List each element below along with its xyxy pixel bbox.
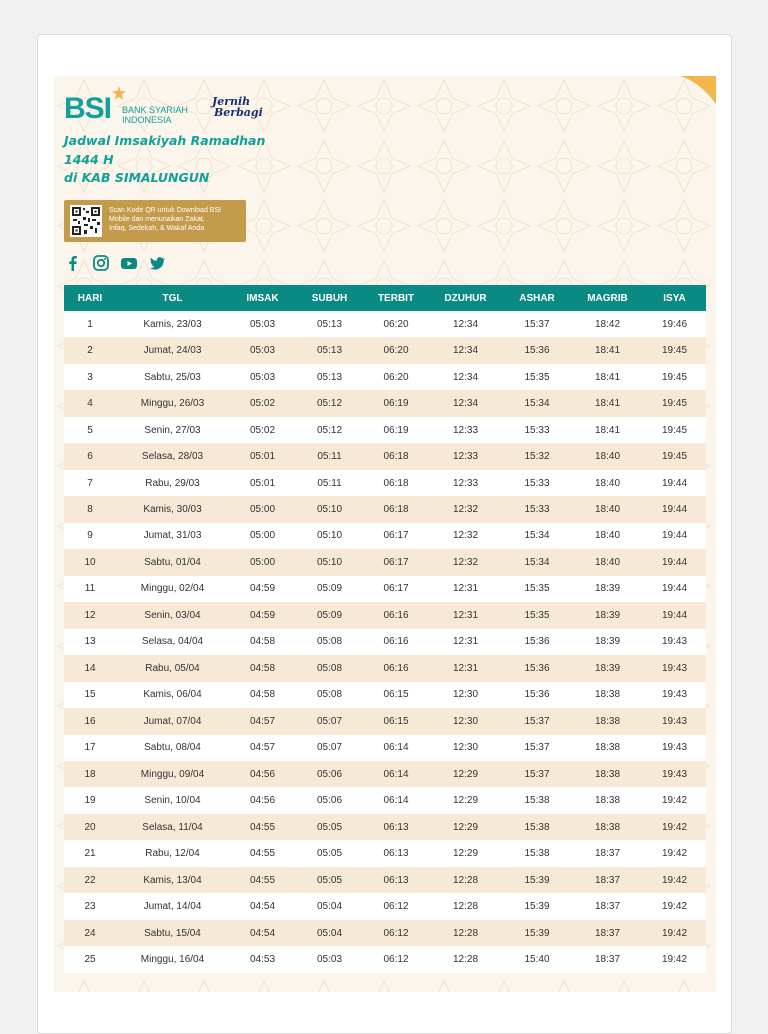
cell-magrib: 18:42: [572, 311, 643, 337]
cell-ashar: 15:38: [502, 840, 572, 866]
cell-hari: 4: [64, 390, 116, 416]
cell-subuh: 05:07: [296, 708, 363, 734]
cell-ashar: 15:36: [502, 655, 572, 681]
cell-dzuhur: 12:32: [429, 523, 502, 549]
cell-isya: 19:43: [643, 735, 706, 761]
jernih-berbagi-logo: [212, 96, 282, 118]
cell-tgl: Sabtu, 01/04: [116, 549, 229, 575]
cell-hari: 11: [64, 576, 116, 602]
qr-text-line3: Infaq, Sedekah, & Wakaf Anda: [109, 225, 205, 232]
cell-isya: 19:45: [643, 417, 706, 443]
table-row: [64, 682, 706, 708]
cell-magrib: 18:40: [572, 470, 643, 496]
cell-magrib: 18:37: [572, 946, 643, 972]
cell-magrib: 18:37: [572, 920, 643, 946]
table-row: [64, 867, 706, 893]
cell-magrib: 18:39: [572, 629, 643, 655]
cell-terbit: 06:17: [363, 523, 429, 549]
table-row: [64, 814, 706, 840]
cell-subuh: 05:09: [296, 602, 363, 628]
cell-hari: 12: [64, 602, 116, 628]
cell-imsak: 05:03: [229, 364, 296, 390]
qr-promo-text: [109, 206, 244, 233]
cell-dzuhur: 12:30: [429, 682, 502, 708]
cell-imsak: 05:03: [229, 337, 296, 363]
cell-magrib: 18:41: [572, 337, 643, 363]
cell-ashar: 15:37: [502, 311, 572, 337]
cell-dzuhur: 12:31: [429, 602, 502, 628]
cell-subuh: 05:05: [296, 840, 363, 866]
table-row: [64, 549, 706, 575]
cell-ashar: 15:35: [502, 576, 572, 602]
cell-terbit: 06:18: [363, 496, 429, 522]
cell-hari: 8: [64, 496, 116, 522]
cell-tgl: Minggu, 02/04: [116, 576, 229, 602]
cell-terbit: 06:12: [363, 946, 429, 972]
cell-subuh: 05:06: [296, 761, 363, 787]
cell-ashar: 15:33: [502, 470, 572, 496]
cell-ashar: 15:38: [502, 787, 572, 813]
cell-hari: 5: [64, 417, 116, 443]
schedule-table: [64, 285, 706, 973]
table-row: [64, 787, 706, 813]
header-imsak: IMSAK: [229, 285, 296, 311]
cell-hari: 19: [64, 787, 116, 813]
cell-isya: 19:44: [643, 576, 706, 602]
cell-subuh: 05:06: [296, 787, 363, 813]
table-row: [64, 946, 706, 972]
cell-subuh: 05:10: [296, 496, 363, 522]
table-row: [64, 761, 706, 787]
cell-isya: 19:43: [643, 761, 706, 787]
table-row: [64, 840, 706, 866]
cell-imsak: 05:01: [229, 443, 296, 469]
cell-subuh: 05:13: [296, 311, 363, 337]
cell-dzuhur: 12:33: [429, 443, 502, 469]
tagline-line1: Jernih: [212, 95, 251, 108]
cell-ashar: 15:33: [502, 496, 572, 522]
cell-terbit: 06:17: [363, 576, 429, 602]
table-row: [64, 443, 706, 469]
cell-tgl: Selasa, 04/04: [116, 629, 229, 655]
cell-dzuhur: 12:34: [429, 337, 502, 363]
cell-isya: 19:43: [643, 655, 706, 681]
header-isya: ISYA: [643, 285, 706, 311]
cell-ashar: 15:37: [502, 761, 572, 787]
cell-ashar: 15:37: [502, 735, 572, 761]
cell-magrib: 18:37: [572, 840, 643, 866]
cell-dzuhur: 12:28: [429, 893, 502, 919]
cell-terbit: 06:13: [363, 814, 429, 840]
cell-terbit: 06:18: [363, 470, 429, 496]
cell-ashar: 15:34: [502, 523, 572, 549]
cell-ashar: 15:35: [502, 364, 572, 390]
cell-isya: 19:44: [643, 549, 706, 575]
cell-terbit: 06:19: [363, 390, 429, 416]
cell-imsak: 04:55: [229, 867, 296, 893]
header-hari: HARI: [64, 285, 116, 311]
cell-subuh: 05:04: [296, 920, 363, 946]
cell-tgl: Jumat, 31/03: [116, 523, 229, 549]
cell-magrib: 18:40: [572, 443, 643, 469]
cell-subuh: 05:05: [296, 867, 363, 893]
title-line2: 1444 H: [64, 151, 114, 167]
cell-subuh: 05:08: [296, 682, 363, 708]
cell-subuh: 05:11: [296, 443, 363, 469]
cell-ashar: 15:37: [502, 708, 572, 734]
cell-hari: 22: [64, 867, 116, 893]
cell-imsak: 04:58: [229, 629, 296, 655]
cell-dzuhur: 12:32: [429, 549, 502, 575]
cell-tgl: Minggu, 09/04: [116, 761, 229, 787]
cell-ashar: 15:36: [502, 682, 572, 708]
cell-magrib: 18:38: [572, 787, 643, 813]
table-row: [64, 337, 706, 363]
cell-magrib: 18:40: [572, 496, 643, 522]
cell-isya: 19:45: [643, 337, 706, 363]
table-body: [64, 311, 706, 973]
table-row: [64, 311, 706, 337]
cell-dzuhur: 12:32: [429, 496, 502, 522]
cell-magrib: 18:40: [572, 549, 643, 575]
cell-isya: 19:45: [643, 390, 706, 416]
qr-promo-banner: [64, 200, 246, 242]
cell-subuh: 05:04: [296, 893, 363, 919]
cell-subuh: 05:09: [296, 576, 363, 602]
cell-ashar: 15:39: [502, 893, 572, 919]
cell-isya: 19:42: [643, 893, 706, 919]
cell-imsak: 05:00: [229, 523, 296, 549]
bank-name-line1: BANK SYARIAH: [122, 105, 188, 115]
cell-imsak: 04:55: [229, 814, 296, 840]
cell-tgl: Rabu, 12/04: [116, 840, 229, 866]
cell-tgl: Senin, 27/03: [116, 417, 229, 443]
cell-imsak: 05:03: [229, 311, 296, 337]
youtube-icon[interactable]: [120, 254, 138, 272]
table-row: [64, 629, 706, 655]
cell-magrib: 18:37: [572, 893, 643, 919]
cell-hari: 10: [64, 549, 116, 575]
cell-tgl: Kamis, 06/04: [116, 682, 229, 708]
cell-terbit: 06:15: [363, 682, 429, 708]
cell-dzuhur: 12:30: [429, 735, 502, 761]
cell-dzuhur: 12:29: [429, 787, 502, 813]
title-line3: di KAB SIMALUNGUN: [64, 170, 210, 185]
table-row: [64, 735, 706, 761]
cell-hari: 7: [64, 470, 116, 496]
cell-ashar: 15:32: [502, 443, 572, 469]
cell-magrib: 18:40: [572, 523, 643, 549]
cell-dzuhur: 12:28: [429, 920, 502, 946]
header-subuh: SUBUH: [296, 285, 363, 311]
cell-terbit: 06:15: [363, 708, 429, 734]
cell-dzuhur: 12:33: [429, 417, 502, 443]
cell-isya: 19:43: [643, 708, 706, 734]
cell-terbit: 06:12: [363, 920, 429, 946]
bsi-logo: BSI: [64, 92, 112, 125]
cell-isya: 19:45: [643, 443, 706, 469]
cell-hari: 14: [64, 655, 116, 681]
cell-terbit: 06:20: [363, 364, 429, 390]
cell-magrib: 18:39: [572, 602, 643, 628]
star-icon: [112, 86, 126, 100]
cell-hari: 15: [64, 682, 116, 708]
facebook-icon[interactable]: [64, 254, 82, 272]
qr-text-line1: Scan Kode QR untuk Download BSI: [109, 207, 222, 214]
cell-terbit: 06:12: [363, 893, 429, 919]
cell-subuh: 05:03: [296, 946, 363, 972]
cell-tgl: Rabu, 05/04: [116, 655, 229, 681]
cell-ashar: 15:39: [502, 867, 572, 893]
cell-magrib: 18:38: [572, 814, 643, 840]
cell-isya: 19:43: [643, 629, 706, 655]
cell-dzuhur: 12:31: [429, 576, 502, 602]
cell-tgl: Kamis, 30/03: [116, 496, 229, 522]
table-row: [64, 417, 706, 443]
cell-hari: 20: [64, 814, 116, 840]
cell-subuh: 05:08: [296, 629, 363, 655]
cell-ashar: 15:36: [502, 337, 572, 363]
cell-ashar: 15:35: [502, 602, 572, 628]
cell-magrib: 18:39: [572, 655, 643, 681]
cell-imsak: 04:57: [229, 735, 296, 761]
header-ashar: ASHAR: [502, 285, 572, 311]
header-dzuhur: DZUHUR: [429, 285, 502, 311]
cell-subuh: 05:12: [296, 417, 363, 443]
cell-imsak: 04:54: [229, 920, 296, 946]
qr-text-line2: Mobile dan menunaikan Zakat,: [109, 216, 205, 223]
cell-hari: 23: [64, 893, 116, 919]
cell-ashar: 15:38: [502, 814, 572, 840]
cell-dzuhur: 12:29: [429, 840, 502, 866]
cell-tgl: Senin, 10/04: [116, 787, 229, 813]
cell-isya: 19:42: [643, 840, 706, 866]
cell-terbit: 06:18: [363, 443, 429, 469]
cell-magrib: 18:41: [572, 364, 643, 390]
cell-imsak: 04:59: [229, 602, 296, 628]
imsakiyah-poster: [54, 76, 716, 992]
cell-subuh: 05:11: [296, 470, 363, 496]
table-row: [64, 576, 706, 602]
cell-isya: 19:44: [643, 470, 706, 496]
cell-dzuhur: 12:31: [429, 629, 502, 655]
cell-tgl: Sabtu, 15/04: [116, 920, 229, 946]
cell-isya: 19:45: [643, 364, 706, 390]
cell-imsak: 04:54: [229, 893, 296, 919]
cell-dzuhur: 12:31: [429, 655, 502, 681]
cell-magrib: 18:37: [572, 867, 643, 893]
cell-hari: 24: [64, 920, 116, 946]
cell-isya: 19:42: [643, 814, 706, 840]
table-row: [64, 390, 706, 416]
cell-imsak: 05:01: [229, 470, 296, 496]
cell-terbit: 06:19: [363, 417, 429, 443]
cell-dzuhur: 12:30: [429, 708, 502, 734]
header-tgl: TGL: [116, 285, 229, 311]
cell-hari: 9: [64, 523, 116, 549]
cell-hari: 6: [64, 443, 116, 469]
cell-isya: 19:46: [643, 311, 706, 337]
cell-imsak: 04:58: [229, 655, 296, 681]
cell-subuh: 05:08: [296, 655, 363, 681]
table-row: [64, 893, 706, 919]
cell-terbit: 06:14: [363, 787, 429, 813]
cell-isya: 19:42: [643, 920, 706, 946]
table-row: [64, 602, 706, 628]
cell-terbit: 06:20: [363, 311, 429, 337]
cell-terbit: 06:14: [363, 761, 429, 787]
tagline-line2: Berbagi: [214, 106, 263, 119]
cell-magrib: 18:38: [572, 735, 643, 761]
cell-isya: 19:42: [643, 787, 706, 813]
cell-tgl: Jumat, 24/03: [116, 337, 229, 363]
cell-subuh: 05:10: [296, 523, 363, 549]
cell-magrib: 18:38: [572, 761, 643, 787]
cell-dzuhur: 12:29: [429, 814, 502, 840]
cell-imsak: 05:00: [229, 549, 296, 575]
page-title: [64, 132, 304, 188]
cell-hari: 21: [64, 840, 116, 866]
cell-tgl: Kamis, 23/03: [116, 311, 229, 337]
cell-tgl: Selasa, 28/03: [116, 443, 229, 469]
cell-terbit: 06:13: [363, 867, 429, 893]
cell-dzuhur: 12:28: [429, 946, 502, 972]
table-row: [64, 496, 706, 522]
cell-magrib: 18:38: [572, 708, 643, 734]
cell-tgl: Jumat, 14/04: [116, 893, 229, 919]
cell-imsak: 04:56: [229, 787, 296, 813]
cell-ashar: 15:39: [502, 920, 572, 946]
cell-tgl: Jumat, 07/04: [116, 708, 229, 734]
cell-magrib: 18:41: [572, 417, 643, 443]
corner-ornament: [680, 76, 716, 104]
cell-ashar: 15:33: [502, 417, 572, 443]
header-magrib: MAGRIB: [572, 285, 643, 311]
cell-ashar: 15:34: [502, 390, 572, 416]
cell-imsak: 05:02: [229, 417, 296, 443]
cell-isya: 19:44: [643, 602, 706, 628]
cell-dzuhur: 12:34: [429, 364, 502, 390]
cell-isya: 19:44: [643, 523, 706, 549]
cell-isya: 19:42: [643, 867, 706, 893]
instagram-icon[interactable]: [92, 254, 110, 272]
cell-tgl: Senin, 03/04: [116, 602, 229, 628]
cell-tgl: Minggu, 26/03: [116, 390, 229, 416]
cell-tgl: Selasa, 11/04: [116, 814, 229, 840]
cell-tgl: Sabtu, 25/03: [116, 364, 229, 390]
cell-hari: 16: [64, 708, 116, 734]
cell-subuh: 05:10: [296, 549, 363, 575]
table-row: [64, 655, 706, 681]
table-row: [64, 920, 706, 946]
cell-dzuhur: 12:29: [429, 761, 502, 787]
cell-terbit: 06:14: [363, 735, 429, 761]
cell-imsak: 04:56: [229, 761, 296, 787]
cell-tgl: Minggu, 16/04: [116, 946, 229, 972]
cell-imsak: 05:02: [229, 390, 296, 416]
cell-terbit: 06:16: [363, 655, 429, 681]
table-header-row: [64, 285, 706, 311]
cell-dzuhur: 12:33: [429, 470, 502, 496]
cell-tgl: Rabu, 29/03: [116, 470, 229, 496]
cell-terbit: 06:16: [363, 602, 429, 628]
cell-hari: 3: [64, 364, 116, 390]
cell-subuh: 05:05: [296, 814, 363, 840]
cell-isya: 19:44: [643, 496, 706, 522]
cell-tgl: Sabtu, 08/04: [116, 735, 229, 761]
cell-isya: 19:42: [643, 946, 706, 972]
bank-name: [122, 105, 212, 125]
qr-code-icon: [70, 205, 102, 237]
table-row: [64, 470, 706, 496]
bank-name-line2: INDONESIA: [122, 115, 172, 125]
cell-subuh: 05:13: [296, 364, 363, 390]
cell-imsak: 04:55: [229, 840, 296, 866]
cell-imsak: 04:59: [229, 576, 296, 602]
cell-dzuhur: 12:34: [429, 311, 502, 337]
cell-hari: 17: [64, 735, 116, 761]
table-row: [64, 364, 706, 390]
cell-imsak: 04:57: [229, 708, 296, 734]
table-row: [64, 708, 706, 734]
header-terbit: TERBIT: [363, 285, 429, 311]
cell-dzuhur: 12:34: [429, 390, 502, 416]
table-row: [64, 523, 706, 549]
cell-magrib: 18:41: [572, 390, 643, 416]
cell-ashar: 15:40: [502, 946, 572, 972]
cell-hari: 2: [64, 337, 116, 363]
cell-tgl: Kamis, 13/04: [116, 867, 229, 893]
cell-magrib: 18:39: [572, 576, 643, 602]
cell-terbit: 06:20: [363, 337, 429, 363]
cell-hari: 18: [64, 761, 116, 787]
cell-terbit: 06:13: [363, 840, 429, 866]
cell-imsak: 05:00: [229, 496, 296, 522]
cell-magrib: 18:38: [572, 682, 643, 708]
cell-subuh: 05:07: [296, 735, 363, 761]
cell-ashar: 15:36: [502, 629, 572, 655]
cell-ashar: 15:34: [502, 549, 572, 575]
cell-subuh: 05:12: [296, 390, 363, 416]
cell-subuh: 05:13: [296, 337, 363, 363]
cell-hari: 1: [64, 311, 116, 337]
cell-terbit: 06:16: [363, 629, 429, 655]
title-line1: Jadwal Imsakiyah Ramadhan: [64, 133, 266, 148]
cell-hari: 25: [64, 946, 116, 972]
cell-terbit: 06:17: [363, 549, 429, 575]
twitter-icon[interactable]: [148, 254, 166, 272]
cell-dzuhur: 12:28: [429, 867, 502, 893]
cell-imsak: 04:53: [229, 946, 296, 972]
cell-imsak: 04:58: [229, 682, 296, 708]
cell-hari: 13: [64, 629, 116, 655]
cell-isya: 19:43: [643, 682, 706, 708]
